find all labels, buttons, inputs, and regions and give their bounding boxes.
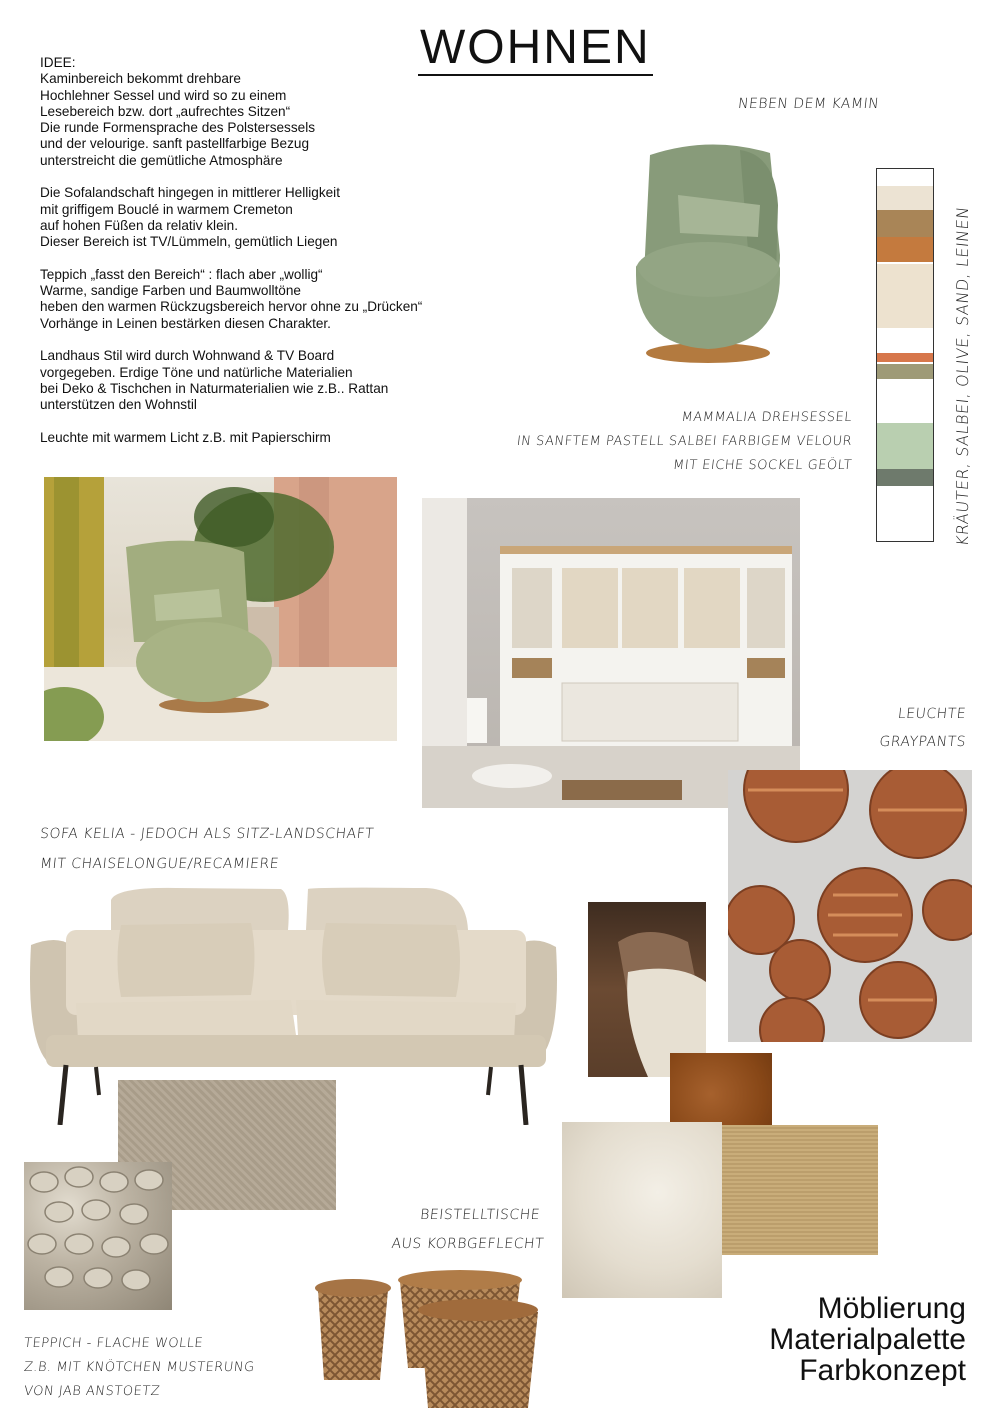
label-sessel-line1: MAMMALIA DREHSESSEL xyxy=(680,410,853,425)
caption-block xyxy=(769,1293,966,1386)
idea-paragraph: Leuchte mit warmem Licht z.B. mit Papierschirm xyxy=(40,429,331,445)
label-sofa-line2: MIT CHAISELONGUE/RECAMIERE xyxy=(39,856,280,872)
label-sessel-line2: IN SANFTEM PASTELL SALBEI FARBIGEM VELOUR xyxy=(516,434,853,449)
label-teppich-line3: VON JAB ANSTOETZ xyxy=(23,1384,161,1399)
palette-swatch xyxy=(877,328,933,353)
label-leuchte-line1: LEUCHTE xyxy=(897,706,967,722)
boucle-armrest-illustration xyxy=(588,902,706,1077)
color-palette xyxy=(876,168,934,542)
beige-fabric-image xyxy=(720,1125,878,1255)
room-scene-image xyxy=(44,477,397,741)
label-tische-line2: AUS KORBGEFLECHT xyxy=(390,1236,545,1252)
idea-paragraph: Teppich „fasst den Bereich“ : flach aber „wollig“ Warme, sandige Farben und Baumwolltöne heben den warmen Rückzugsbereich hervor ohne zu „Drücken“ Vorhänge in Leinen bestärken diesen Charakter. xyxy=(40,266,423,331)
label-tische-line1: BEISTELLTISCHE xyxy=(419,1207,541,1223)
label-kamin: NEBEN DEM KAMIN xyxy=(737,96,880,112)
boucle-armrest-image xyxy=(588,902,706,1077)
wall-unit-image xyxy=(422,498,800,808)
armchair-illustration xyxy=(620,135,790,370)
label-leuchte-line2: GRAYPANTS xyxy=(878,734,967,750)
idea-paragraph: Kaminbereich bekommt drehbare Hochlehner Sessel und wird so zu einem Lesebereich bzw. dort „aufrechtes Sitzen“ Die runde Formensprache des Polstersessels und der velourige. sanft pastellfarbige Bezug unterstreicht die gemütliche Atmosphäre xyxy=(40,71,316,168)
palette-swatch xyxy=(877,169,933,186)
label-sessel-line3: MIT EICHE SOCKEL GEÖLT xyxy=(672,458,853,473)
pendant-lamps-illustration xyxy=(728,770,972,1042)
caption-moeblierung: Möblierung xyxy=(817,1292,966,1325)
armchair-image xyxy=(620,135,790,370)
palette-swatch xyxy=(877,486,933,541)
palette-swatch xyxy=(877,379,933,423)
idea-heading: IDEE: xyxy=(40,55,76,70)
idea-paragraph: Die Sofalandschaft hingegen in mittlerer Helligkeit mit griffigem Bouclé in warmem Cremeton auf hohen Füßen da relativ klein. Dieser Bereich ist TV/Lümmeln, gemütlich Liegen xyxy=(40,185,340,250)
caption-materialpalette: Materialpalette xyxy=(769,1323,966,1356)
room-scene-illustration xyxy=(44,477,397,741)
caption-farbkonzept: Farbkonzept xyxy=(799,1354,966,1387)
label-sofa-line1: SOFA KELIA - JEDOCH ALS SITZ-LANDSCHAFT xyxy=(39,826,375,842)
rug-closeup-image xyxy=(24,1162,172,1310)
palette-swatch xyxy=(877,210,933,237)
palette-swatch xyxy=(877,237,933,262)
palette-swatch xyxy=(877,364,933,379)
pendant-lamps-image xyxy=(728,770,972,1042)
idea-paragraph: Landhaus Stil wird durch Wohnwand & TV Board vorgegeben. Erdige Töne und natürliche Materialien bei Deko & Tischchen in Naturmaterialien wie z.B.. Rattan unterstützen den Wohnstil xyxy=(40,348,389,413)
label-teppich-line2: Z.B. MIT KNÖTCHEN MUSTERUNG xyxy=(23,1360,256,1375)
wall-unit-illustration xyxy=(422,498,800,808)
rug-knots-illustration xyxy=(24,1162,172,1310)
palette-swatch xyxy=(877,423,933,469)
palette-swatch xyxy=(877,186,933,210)
cream-boucle-image xyxy=(562,1122,722,1298)
idea-text-block xyxy=(40,55,540,446)
palette-swatch xyxy=(877,353,933,362)
label-palette: KRÄUTER, SALBEI, OLIVE, SAND, LEINEN xyxy=(953,205,972,547)
rattan-tables-illustration xyxy=(310,1270,542,1416)
palette-swatch xyxy=(877,264,933,328)
page-title: WOHNEN xyxy=(420,21,651,74)
label-teppich-line1: TEPPICH - FLACHE WOLLE xyxy=(23,1336,204,1351)
rattan-tables-image xyxy=(310,1270,542,1416)
palette-swatch xyxy=(877,469,933,486)
